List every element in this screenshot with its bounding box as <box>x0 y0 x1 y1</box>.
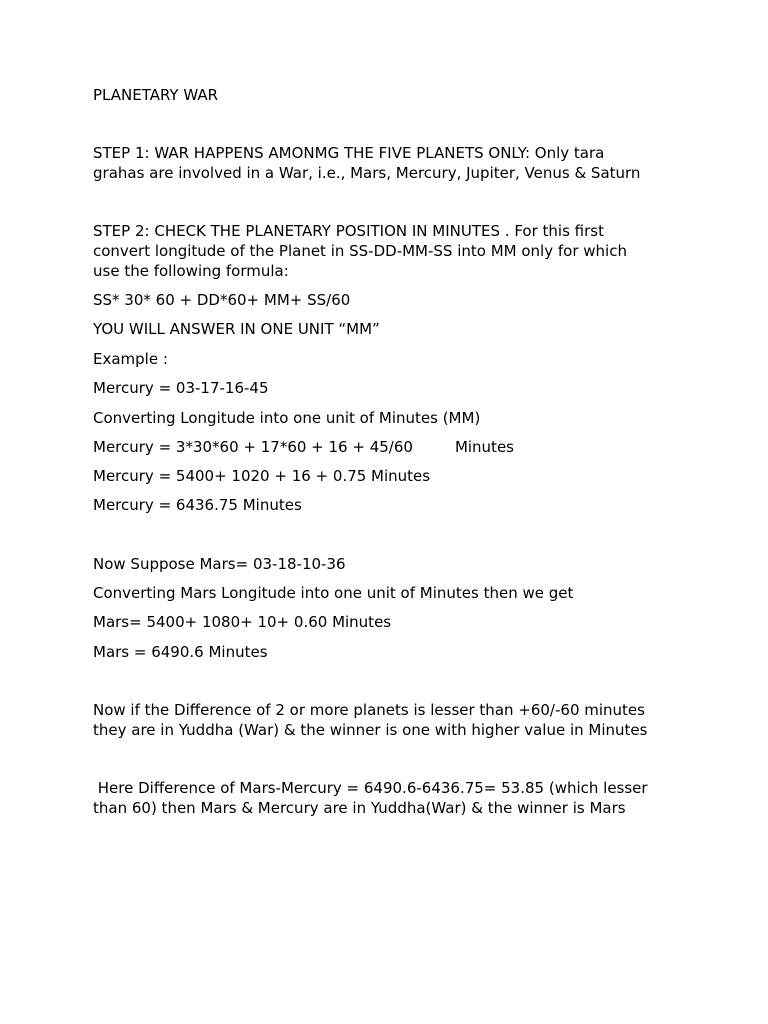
step1-line2: grahas are involved in a War, i.e., Mars, Mercury, Jupiter, Venus & Saturn <box>93 164 641 182</box>
step2-line1: STEP 2: CHECK THE PLANETARY POSITION IN MINUTES . For this first <box>93 222 604 240</box>
step2-line3: use the following formula: <box>93 262 289 280</box>
mercury-sum-text: Mercury = 5400+ 1020 + 16 + 0.75 Minutes <box>93 467 431 485</box>
mars-converting-text: Converting Mars Longitude into one unit of Minutes then we get <box>93 584 574 602</box>
mercury-calc-line <box>93 438 683 458</box>
document-title: PLANETARY WAR <box>93 86 219 104</box>
mars-sum-text: Mars= 5400+ 1080+ 10+ 0.60 Minutes <box>93 613 392 631</box>
mars-suppose-text: Now Suppose Mars= 03-18-10-36 <box>93 555 346 573</box>
conclusion-line2: than 60) then Mars & Mercury are in Yuddha(War) & the winner is Mars <box>93 799 626 817</box>
conclusion-line1: Here Difference of Mars-Mercury = 6490.6-6436.75= 53.85 (which lesser <box>93 779 648 797</box>
mercury-calc-unit: Minutes <box>454 438 514 456</box>
mars-result-text: Mars = 6490.6 Minutes <box>93 643 268 661</box>
mercury-result-text: Mercury = 6436.75 Minutes <box>93 496 302 514</box>
example-label: Example : <box>93 350 168 368</box>
mercury-longitude-text: Mercury = 03-17-16-45 <box>93 379 269 397</box>
step1-line1: STEP 1: WAR HAPPENS AMONMG THE FIVE PLANETS ONLY: Only tara <box>93 144 605 162</box>
mercury-calc-expression: Mercury = 3*30*60 + 17*60 + 16 + 45/60 <box>93 438 413 456</box>
difference-rule-line2: they are in Yuddha (War) & the winner is one with higher value in Minutes <box>93 721 648 739</box>
converting-label: Converting Longitude into one unit of Minutes (MM) <box>93 409 481 427</box>
formula-text: SS* 30* 60 + DD*60+ MM+ SS/60 <box>93 291 351 309</box>
step2-line2: convert longitude of the Planet in SS-DD-MM-SS into MM only for which <box>93 242 627 260</box>
difference-rule-line1: Now if the Difference of 2 or more planets is lesser than +60/-60 minutes <box>93 701 645 719</box>
answer-unit-text: YOU WILL ANSWER IN ONE UNIT “MM” <box>93 320 380 338</box>
